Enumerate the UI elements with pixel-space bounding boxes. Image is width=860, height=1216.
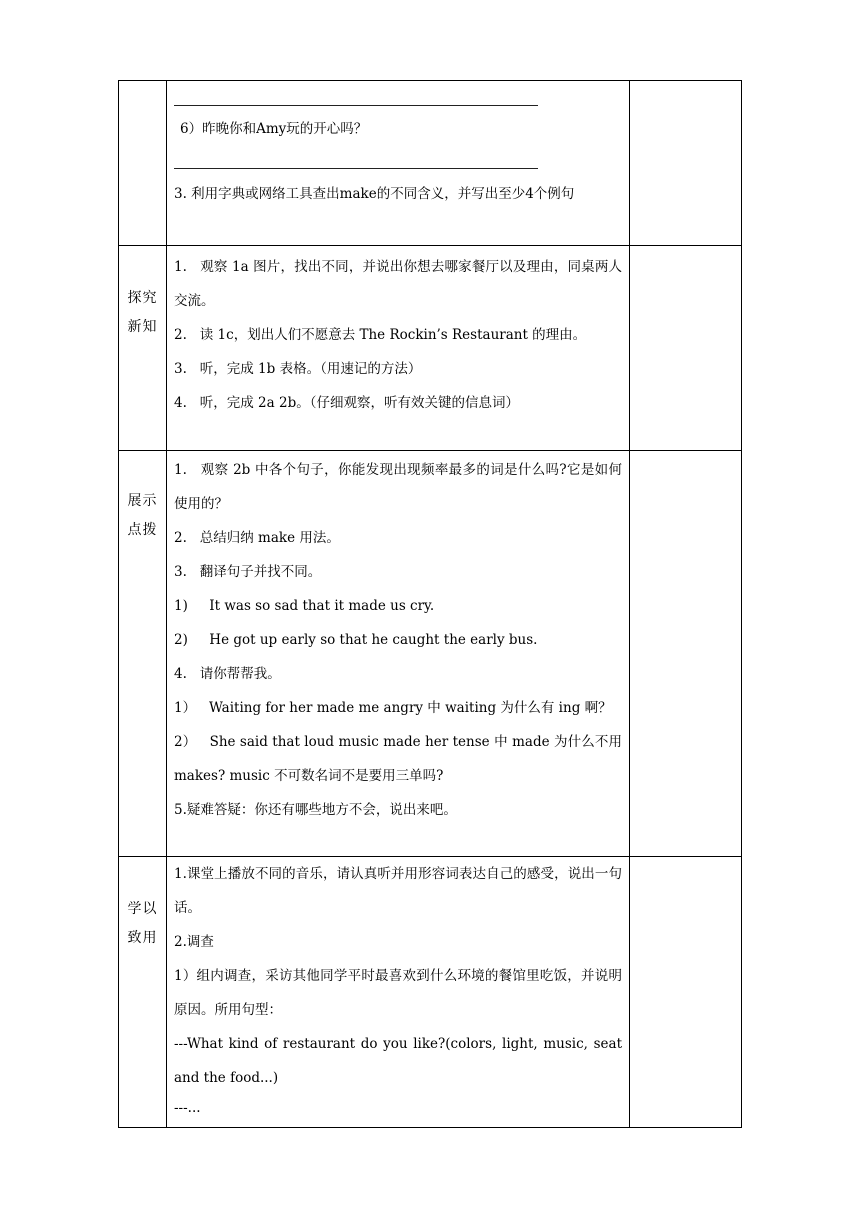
label-cell-apply — [119, 857, 167, 1128]
list-item: ---... — [174, 1100, 201, 1116]
question-6: 6）昨晚你和Amy玩的开心吗？ — [180, 121, 368, 137]
notes-cell — [630, 81, 742, 246]
label-cell-empty — [119, 81, 167, 246]
table-row-apply — [119, 857, 742, 1128]
content-cell-guide — [167, 451, 630, 857]
list-item: 1. 观察 2b 中各个句子，你能发现出现频率最多的词是什么吗?它是如何使用的？ — [174, 462, 622, 512]
list-item: 2) He got up early so that he caught the early bus. — [174, 632, 538, 648]
row-label-line2: 点拨 — [127, 522, 158, 538]
table-row-exercises — [119, 81, 742, 246]
list-item: 1）组内调查，采访其他同学平时最喜欢到什么环境的餐馆里吃饭，并说明原因。所用句型： — [174, 968, 622, 1018]
row-label-line2: 致用 — [127, 930, 158, 946]
table-row-explore — [119, 246, 742, 451]
answer-line — [174, 105, 538, 106]
notes-cell — [630, 246, 742, 451]
label-cell-explore — [119, 246, 167, 451]
row-label-line1: 学以 — [127, 901, 158, 917]
list-item: 3. 听，完成 1b 表格。（用速记的方法） — [174, 361, 422, 377]
list-item: 2. 总结归纳 make 用法。 — [174, 530, 340, 546]
content-cell-exercises — [167, 81, 630, 246]
list-item: 1.课堂上播放不同的音乐，请认真听并用形容词表达自己的感受，说出一句话。 — [174, 866, 622, 916]
list-item: 3. 翻译句子并找不同。 — [174, 564, 322, 580]
row-label-line2: 新知 — [127, 319, 158, 335]
content-cell-apply — [167, 857, 630, 1128]
lesson-table — [118, 80, 742, 1128]
task-3: 3. 利用字典或网络工具查出make的不同含义，并写出至少4个例句 — [174, 186, 575, 202]
row-label-line1: 展示 — [127, 493, 158, 509]
list-item: 2.调查 — [174, 934, 214, 950]
list-item: 4. 听，完成 2a 2b。（仔细观察，听有效关键的信息词） — [174, 395, 519, 411]
list-item: 2） She said that loud music made her tense 中 made 为什么不用 makes? music 不可数名词不是要用三单吗? — [174, 734, 622, 784]
list-item: 1） Waiting for her made me angry 中 waiting 为什么有 ing 啊？ — [174, 700, 612, 716]
list-item: 5.疑难答疑：你还有哪些地方不会，说出来吧。 — [174, 802, 457, 818]
label-cell-guide — [119, 451, 167, 857]
list-item: 2. 读 1c，划出人们不愿意去 The Rockin’s Restaurant 的理由。 — [174, 327, 587, 343]
table-row-guide — [119, 451, 742, 857]
notes-cell — [630, 857, 742, 1128]
notes-cell — [630, 451, 742, 857]
list-item: ---What kind of restaurant do you like?(colors, light, music, seat and the food...) — [174, 1036, 622, 1086]
content-cell-explore — [167, 246, 630, 451]
list-item: 1) It was so sad that it made us cry. — [174, 598, 435, 614]
answer-line — [174, 168, 538, 169]
list-item: 1. 观察 1a 图片，找出不同，并说出你想去哪家餐厅以及理由，同桌两人交流。 — [174, 259, 622, 309]
list-item: 4. 请你帮帮我。 — [174, 666, 281, 682]
row-label-line1: 探究 — [127, 290, 158, 306]
